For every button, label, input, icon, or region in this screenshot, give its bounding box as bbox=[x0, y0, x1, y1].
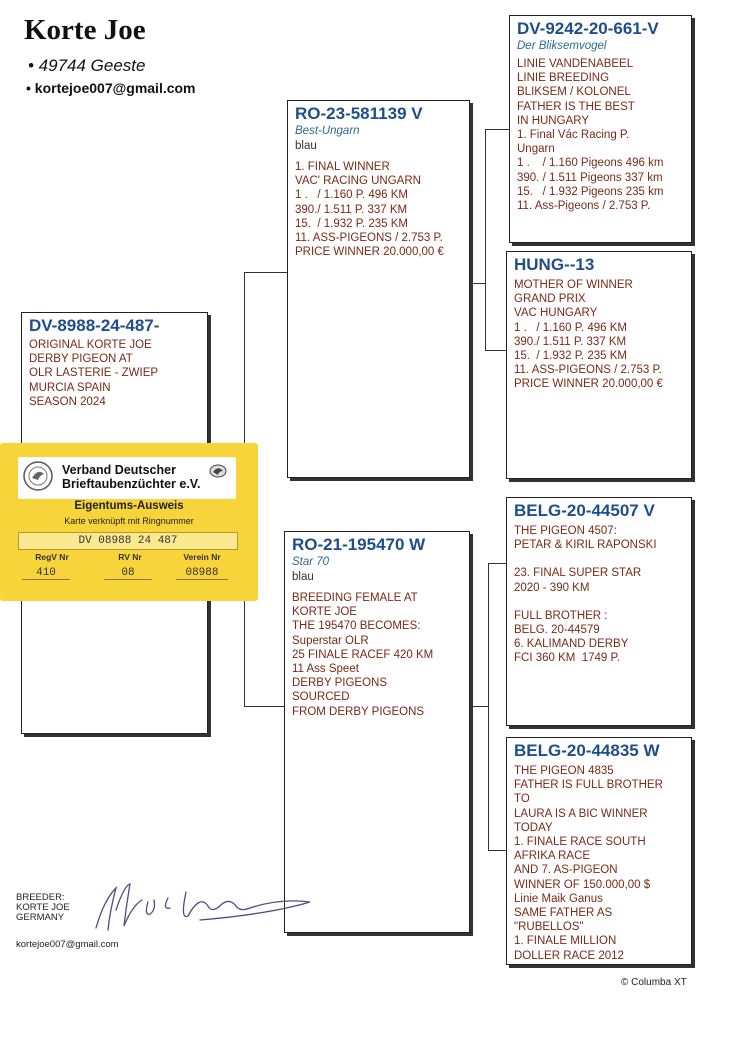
signature-image bbox=[90, 880, 320, 940]
connector-dam-dam bbox=[488, 850, 506, 851]
pedigree-box-sire bbox=[287, 100, 470, 478]
achievement-list bbox=[514, 524, 684, 666]
achievement-line: 390. / 1.511 Pigeons 337 km bbox=[517, 171, 663, 184]
ring-number: BELG-20-44507 V bbox=[514, 501, 655, 520]
achievement-line: 6. KALIMAND DERBY bbox=[514, 638, 629, 651]
card-field-label: RV Nr bbox=[118, 552, 142, 562]
connector-dam-vertical bbox=[488, 563, 489, 851]
achievement-line: Ungarn bbox=[517, 143, 555, 156]
connector-sire-sire bbox=[485, 129, 509, 130]
achievement-line: 11. ASS-PIGEONS / 2.753 P. bbox=[514, 364, 662, 377]
connector-dam bbox=[244, 706, 284, 707]
achievement-list bbox=[295, 160, 462, 259]
achievement-line: VAC HUNGARY bbox=[514, 307, 598, 320]
achievement-line: TO bbox=[514, 793, 530, 806]
achievement-line: FATHER IS FULL BROTHER bbox=[514, 779, 663, 792]
achievement-list bbox=[517, 57, 684, 213]
achievement-line: VAC' RACING UNGARN bbox=[295, 175, 421, 188]
breeder-line: KORTE JOE bbox=[16, 902, 70, 913]
card-header bbox=[18, 457, 236, 499]
achievement-line bbox=[514, 595, 684, 609]
pedigree-box-sire-dam bbox=[506, 251, 692, 479]
ring-number: DV-8988-24-487- bbox=[29, 316, 160, 335]
achievement-line: Linie Maik Ganus bbox=[514, 892, 603, 905]
achievement-line: THE PIGEON 4835 bbox=[514, 765, 614, 777]
achievement-list bbox=[514, 278, 684, 392]
achievement-line: 1 . / 1.160 P. 496 KM bbox=[514, 321, 627, 334]
achievement-line: "RUBELLOS" bbox=[514, 921, 584, 934]
card-title: Eigentums-Ausweis bbox=[74, 500, 184, 512]
breeder-line: BREEDER: bbox=[16, 892, 65, 903]
achievement-line: 1. FINALE MILLION bbox=[514, 935, 617, 948]
pigeon-name: Der Bliksemvogel bbox=[517, 40, 607, 52]
achievement-line: 390./ 1.511 P. 337 KM bbox=[295, 203, 408, 216]
achievement-line: WINNER OF 150.000,00 $ bbox=[514, 878, 651, 891]
card-field-label: Verein Nr bbox=[183, 552, 221, 562]
achievement-line: KORTE JOE bbox=[292, 606, 357, 619]
pigeon-color: blau bbox=[295, 140, 317, 152]
association-logo-icon bbox=[22, 460, 54, 492]
ownership-card bbox=[0, 443, 258, 601]
achievement-line: 1 . / 1.160 P. 496 KM bbox=[295, 189, 408, 202]
pedigree-box-dam bbox=[284, 531, 470, 933]
achievement-line: LAURA IS A BIC WINNER bbox=[514, 807, 648, 820]
connector-sire-dam bbox=[485, 350, 506, 351]
achievement-line: PRICE WINNER 20.000,00 € bbox=[514, 378, 663, 391]
ring-number: RO-21-195470 W bbox=[292, 535, 426, 554]
achievement-line: DERBY PIGEONS bbox=[292, 677, 388, 690]
achievement-line: 1 . / 1.160 Pigeons 496 km bbox=[517, 157, 664, 170]
achievement-line: LINIE BREEDING bbox=[517, 72, 610, 85]
achievement-line: IN HUNGARY bbox=[517, 114, 589, 127]
achievement-line: 1. FINALE RACE SOUTH bbox=[514, 836, 646, 849]
achievement-line: AND 7. AS-PIGEON bbox=[514, 864, 618, 877]
achievement-line: 23. FINAL SUPER STAR bbox=[514, 567, 642, 580]
owner-email: • kortejoe007@gmail.com bbox=[26, 80, 196, 96]
achievement-line: MOTHER OF WINNER bbox=[514, 279, 633, 291]
achievement-line: 15. / 1.932 P. 235 KM bbox=[514, 350, 627, 363]
breeder-info bbox=[16, 893, 70, 923]
connector-sire-vertical bbox=[485, 129, 486, 351]
achievement-list bbox=[292, 591, 462, 719]
achievement-line: FCI 360 KM 1749 P. bbox=[514, 652, 620, 665]
achievement-line: FATHER IS THE BEST bbox=[517, 100, 635, 113]
pigeon-name: Best-Ungarn bbox=[295, 125, 360, 137]
owner-city: • 49744 Geeste bbox=[28, 56, 146, 75]
copyright: © Columba XT bbox=[621, 977, 687, 988]
card-field-value: 08988 bbox=[176, 567, 228, 580]
connector-dam-out bbox=[470, 706, 488, 707]
achievement-line: ORIGINAL KORTE JOE bbox=[29, 339, 152, 351]
achievement-line: THE PIGEON 4507: bbox=[514, 525, 617, 537]
achievement-line: THE 195470 BECOMES: bbox=[292, 620, 421, 633]
card-org-line: Brieftaubenzüchter e.V. bbox=[62, 477, 201, 491]
card-ring-number: DV 08988 24 487 bbox=[18, 532, 238, 550]
achievement-list bbox=[29, 338, 200, 409]
achievement-line: 11. Ass-Pigeons / 2.753 P. bbox=[517, 200, 651, 213]
achievement-line: SAME FATHER AS bbox=[514, 907, 613, 920]
card-field-label: RegV Nr bbox=[35, 552, 69, 562]
achievement-line: 25 FINALE RACEF 420 KM bbox=[292, 648, 434, 661]
achievement-line: DERBY PIGEON AT bbox=[29, 353, 133, 366]
card-field-value: 410 bbox=[22, 567, 70, 580]
achievement-line: LINIE VANDENABEEL bbox=[517, 58, 634, 70]
achievement-line: 2020 - 390 KM bbox=[514, 581, 590, 594]
ring-number: BELG-20-44835 W bbox=[514, 741, 660, 760]
achievement-line: MURCIA SPAIN bbox=[29, 381, 111, 394]
pedigree-box-dam-sire bbox=[506, 497, 692, 726]
achievement-line: PETAR & KIRIL RAPONSKI bbox=[514, 539, 657, 552]
ring-number: DV-9242-20-661-V bbox=[517, 19, 659, 38]
achievement-line: 11. ASS-PIGEONS / 2.753 P. bbox=[295, 232, 443, 245]
achievement-line bbox=[514, 552, 684, 566]
achievement-list bbox=[514, 764, 684, 963]
connector-dam-sire bbox=[488, 563, 506, 564]
achievement-line: SEASON 2024 bbox=[29, 395, 106, 408]
card-org-line: Verband Deutscher bbox=[62, 463, 176, 477]
achievement-line: 1. FINAL WINNER bbox=[295, 161, 390, 173]
owner-name: Korte Joe bbox=[24, 14, 146, 46]
pigeon-color: blau bbox=[292, 571, 314, 583]
card-org-name bbox=[62, 463, 200, 491]
achievement-line: 390./ 1.511 P. 337 KM bbox=[514, 335, 627, 348]
card-field-value: 08 bbox=[104, 567, 152, 580]
achievement-line: FROM DERBY PIGEONS bbox=[292, 705, 425, 718]
achievement-line: 11 Ass Speet bbox=[292, 663, 359, 676]
breeder-email: kortejoe007@gmail.com bbox=[16, 939, 119, 950]
achievement-line: AFRIKA RACE bbox=[514, 850, 591, 863]
achievement-line: DOLLER RACE 2012 bbox=[514, 949, 624, 962]
breeder-line: GERMANY bbox=[16, 912, 65, 923]
achievement-line: 1. Final Vác Racing P. bbox=[517, 129, 630, 142]
connector-sire bbox=[244, 272, 288, 273]
ring-number: HUNG--13 bbox=[514, 255, 595, 274]
achievement-line: GRAND PRIX bbox=[514, 293, 586, 306]
achievement-line: TODAY bbox=[514, 821, 553, 834]
pigeon-logo-icon bbox=[208, 463, 228, 479]
connector-sire-out bbox=[470, 283, 485, 284]
achievement-line: BELG. 20-44579 bbox=[514, 624, 600, 637]
pedigree-box-dam-dam bbox=[506, 737, 692, 965]
card-subtitle: Karte verknüpft mit Ringnummer bbox=[64, 516, 194, 526]
pedigree-box-sire-sire bbox=[509, 15, 692, 243]
ring-number: RO-23-581139 V bbox=[295, 104, 423, 123]
achievement-line: BREEDING FEMALE AT bbox=[292, 592, 418, 604]
achievement-line: 15. / 1.932 P. 235 KM bbox=[295, 217, 408, 230]
achievement-line: SOURCED bbox=[292, 691, 350, 704]
achievement-line: 15. / 1.932 Pigeons 235 km bbox=[517, 185, 664, 198]
achievement-line: Superstar OLR bbox=[292, 634, 369, 647]
achievement-line: BLIKSEM / KOLONEL bbox=[517, 86, 631, 99]
achievement-line: OLR LASTERIE - ZWIEP bbox=[29, 367, 159, 380]
achievement-line: FULL BROTHER : bbox=[514, 609, 608, 622]
pigeon-name: Star 70 bbox=[292, 556, 330, 568]
achievement-line: PRICE WINNER 20.000,00 € bbox=[295, 246, 444, 259]
